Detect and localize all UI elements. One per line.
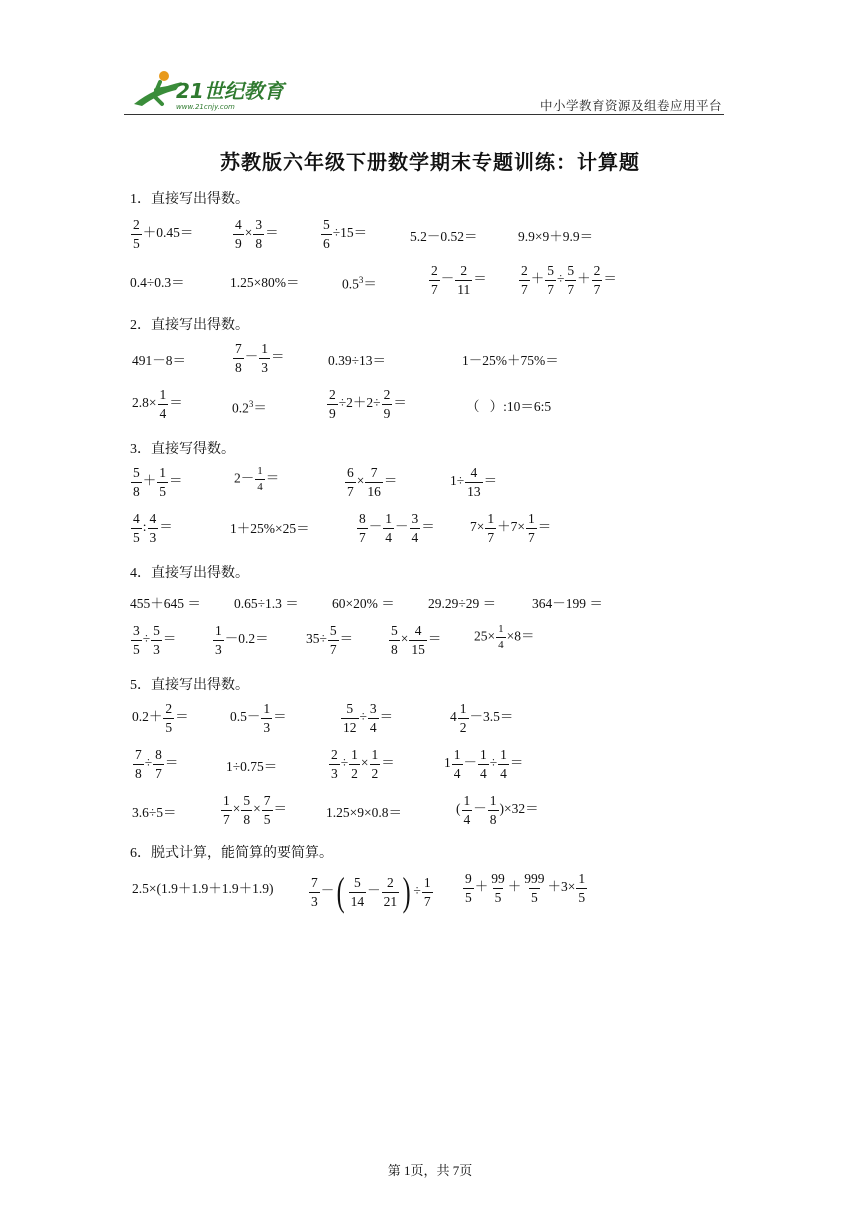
section-6-heading: 6．脱式计算，能简算的要简算。 <box>130 846 333 861</box>
problem-1-9: $\frac{2}{7}$ － $\frac{2}{11}$ ＝ <box>431 263 487 297</box>
problem-1-5: 9.9×9＋9.9＝ <box>518 229 594 244</box>
problem-1-1: $\frac{2}{5}$ ＋0.45＝ <box>133 217 194 251</box>
problem-1-4: 5.2－0.52＝ <box>410 229 478 244</box>
problem-2-7: $\frac{2}{9}$ ÷2＋2÷ $\frac{2}{9}$ ＝ <box>329 387 407 421</box>
problem-2-2: $\frac{7}{8}$ － $\frac{1}{3}$ ＝ <box>235 341 285 375</box>
problem-2-4: 1－25%＋75%＝ <box>462 353 559 368</box>
problem-1-10: $\frac{2}{7}$ ＋ $\frac{5}{7}$ ÷ $\frac{5}{7}$ ＋ $\frac{2}{7}$ ＝ <box>521 263 617 297</box>
problem-5-6: 1÷0.75＝ <box>226 759 278 774</box>
problem-5-5: $\frac{7}{8}$ ÷ $\frac{8}{7}$ ＝ <box>135 747 179 781</box>
problem-4-1: 455＋645 ＝ <box>130 596 201 611</box>
problem-1-7: 1.25×80%＝ <box>230 275 300 290</box>
logo-text: 21世纪教育 <box>176 79 284 103</box>
problem-5-3: $\frac{5}{12}$ ÷ $\frac{3}{4}$ ＝ <box>343 701 394 735</box>
problem-3-3: $\frac{6}{7}$ × $\frac{7}{16}$ ＝ <box>347 465 398 499</box>
logo <box>124 68 294 112</box>
problem-2-6: $0.2^3=$ <box>232 399 267 416</box>
problem-4-6: $\frac{3}{5}$ ÷ $\frac{5}{3}$ ＝ <box>133 623 177 657</box>
problem-5-1: 0.2＋ $\frac{2}{5}$ ＝ <box>132 701 189 735</box>
problem-5-12: ( $\frac{1}{4}$ － $\frac{1}{8}$ )×32＝ <box>456 793 539 827</box>
problem-3-2: 2－ $\frac{1}{4}$ ＝ <box>234 465 280 493</box>
logo-url: www.21cnjy.com <box>176 103 235 111</box>
problem-2-3: 0.39÷13＝ <box>328 353 387 368</box>
problem-1-6: 0.4÷0.3＝ <box>130 275 185 290</box>
problem-3-6: 1＋25%×25＝ <box>230 521 310 536</box>
problem-4-8: 35÷ $\frac{5}{7}$ ＝ <box>306 623 354 657</box>
problem-1-8: $0.5^3=$ <box>342 275 377 292</box>
section-3-heading: 3．直接写得数。 <box>130 442 235 457</box>
problem-3-4: 1÷ $\frac{4}{13}$ ＝ <box>450 465 498 499</box>
problem-3-5: $\frac{4}{5}$ : $\frac{4}{3}$ ＝ <box>133 511 173 545</box>
section-4-heading: 4．直接写出得数。 <box>130 566 249 581</box>
problem-2-1: 491－8＝ <box>132 353 186 368</box>
problem-2-5: 2.8× $\frac{1}{4}$ ＝ <box>132 387 183 421</box>
problem-5-11: 1.25×9×0.8＝ <box>326 805 402 820</box>
problem-4-10: 25× $\frac{1}{4}$ ×8＝ <box>474 623 535 651</box>
header-divider <box>124 114 724 115</box>
problem-4-2: 0.65÷1.3 ＝ <box>234 596 299 611</box>
problem-4-9: $\frac{5}{8}$ × $\frac{4}{15}$ ＝ <box>391 623 442 657</box>
problem-5-4: 4 $\frac{1}{2}$ －3.5＝ <box>450 701 514 735</box>
problem-4-3: 60×20% ＝ <box>332 596 395 611</box>
problem-6-2: $\frac{7}{3}$ －( $\frac{5}{14}$ － $\frac{2}{21}$ ) ÷ $\frac{1}{7}$ <box>311 869 431 914</box>
section-5-heading: 5．直接写出得数。 <box>130 678 249 693</box>
problem-4-7: $\frac{1}{3}$ －0.2＝ <box>215 623 269 657</box>
page-footer: 第 1页，共 7页 <box>387 1163 473 1178</box>
problem-6-3: $\frac{9}{5}$ ＋ $\frac{99}{5}$ ＋ $\frac{999}{5}$ ＋3× $\frac{1}{5}$ <box>465 871 586 905</box>
problem-6-1: 2.5×(1.9＋1.9＋1.9＋1.9) <box>132 881 274 896</box>
problem-1-3: $\frac{5}{6}$ ÷15＝ <box>323 217 368 251</box>
problem-3-7: $\frac{8}{7}$ － $\frac{1}{4}$ － $\frac{3}{4}$ ＝ <box>359 511 435 545</box>
problem-4-4: 29.29÷29 ＝ <box>428 596 497 611</box>
problem-4-5: 364－199 ＝ <box>532 596 603 611</box>
problem-2-8: （ ）:10＝6:5 <box>466 399 552 414</box>
problem-5-8: 1 $\frac{1}{4}$ － $\frac{1}{4}$ ÷ $\frac{1}{4}$ ＝ <box>444 747 524 781</box>
problem-3-8: 7× $\frac{1}{7}$ ＋7× $\frac{1}{7}$ ＝ <box>470 511 552 545</box>
platform-name: 中小学教育资源及组卷应用平台 <box>540 99 723 113</box>
problem-1-2: $\frac{4}{9}$ × $\frac{3}{8}$ ＝ <box>235 217 279 251</box>
problem-5-10: $\frac{1}{7}$ × $\frac{5}{8}$ × $\frac{7}{5}$ ＝ <box>223 793 287 827</box>
problem-5-7: $\frac{2}{3}$ ÷ $\frac{1}{2}$ × $\frac{1}{2}$ ＝ <box>331 747 395 781</box>
problem-5-2: 0.5－ $\frac{1}{3}$ ＝ <box>230 701 287 735</box>
problem-3-1: $\frac{5}{8}$ ＋ $\frac{1}{5}$ ＝ <box>133 465 183 499</box>
section-2-heading: 2．直接写出得数。 <box>130 318 249 333</box>
section-1-heading: 1．直接写出得数。 <box>130 192 249 207</box>
page-title: 苏教版六年级下册数学期末专题训练：计算题 <box>220 152 640 174</box>
problem-5-9: 3.6÷5＝ <box>132 805 177 820</box>
